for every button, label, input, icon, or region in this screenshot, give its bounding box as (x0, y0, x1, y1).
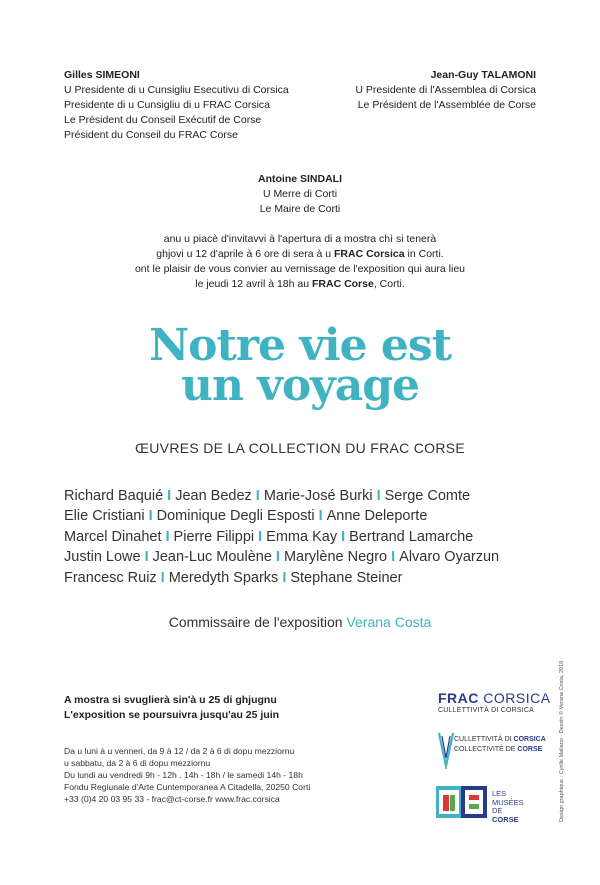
artist-separator: I (318, 508, 323, 525)
musees-line: LES (492, 789, 507, 798)
musees-emblem-icon (436, 786, 488, 818)
artist-name: Emma Kay (266, 528, 338, 545)
artist-name: Marie-José Burki (263, 488, 373, 504)
invite-fr-venue: FRAC Corse (311, 278, 374, 290)
artist-row (64, 547, 544, 567)
artist-name: Pierre Filippi (173, 528, 255, 545)
artist-list (64, 486, 544, 588)
artist-separator: I (391, 549, 396, 566)
artist-separator: I (255, 488, 260, 504)
host-left-line: U Presidente di u Cunsigliu Esecutivu di Corsica (64, 84, 289, 96)
frac-corsica-logo (438, 690, 551, 714)
invite-co-text-end: in Corti. (404, 248, 444, 260)
cdc-line1-bold: CORSICA (513, 736, 546, 743)
curator-name: Verana Costa (346, 614, 432, 630)
artist-row (64, 568, 544, 588)
artist-name: Meredyth Sparks (168, 569, 279, 586)
artist-name: Anne Deleporte (326, 508, 428, 525)
host-left (64, 68, 324, 143)
exhibition-title (0, 320, 600, 411)
cdc-line1-text: CULLETTIVITÀ DI (454, 736, 514, 743)
artist-name: Jean Bedez (175, 488, 252, 504)
artist-name: Jean-Luc Moulène (152, 549, 272, 566)
invite-co-venue: FRAC Corsica (334, 248, 405, 260)
dates-fr: L'exposition se poursuivra jusqu'au 25 juin (64, 709, 280, 721)
info-line: Du lundi au vendredi 9h - 12h . 14h - 18h / le samedi 14h - 18h (64, 770, 303, 780)
host-right-line: Le Président de l'Assemblée de Corse (357, 99, 536, 111)
artist-name: Stephane Steiner (290, 569, 403, 586)
artist-row (64, 527, 544, 547)
design-credit: Design graphique : Cyrille Maliano - Dessin © Verana Costa, 2018 (559, 660, 565, 822)
info-line: Fondu Regiunale d'Arte Cuntemporanea A Citadella, 20250 Corti (64, 782, 311, 792)
host-left-line: Président du Conseil du FRAC Corse (64, 129, 238, 141)
invite-fr-line1: ont le plaisir de vous convier au vernissage de l'exposition qui aura lieu (134, 263, 466, 275)
curator-label: Commissaire de l'exposition (168, 614, 347, 630)
artist-separator: I (258, 528, 263, 545)
artist-name: Elie Cristiani (64, 508, 145, 525)
artist-separator: I (167, 488, 172, 504)
artist-separator: I (160, 569, 165, 586)
mayor-line: Le Maire de Corti (259, 203, 341, 215)
frac-logo-name (438, 690, 551, 706)
artist-name: Alvaro Oyarzun (399, 549, 500, 566)
artist-row (64, 486, 544, 506)
frac-logo-bold: FRAC (438, 690, 479, 706)
artist-name: Dominique Degli Esposti (156, 508, 315, 525)
host-right-name: Jean-Guy TALAMONI (430, 69, 536, 81)
invite-co-text: ghjovi u 12 d'aprile à 6 ore di sera à u (156, 248, 334, 260)
artist-name: Justin Lowe (64, 549, 141, 566)
invite-co-line1: anu u piacè d'invitavvi à l'apertura di a mostra chì si tenerà (163, 233, 437, 245)
artist-row (64, 506, 544, 526)
info-line: u sabbatu, da 2 à 6 di dopu mezziornu (64, 758, 211, 768)
info-line: Da u luni à u venneri, da 9 à 12 / da 2 à 6 di dopu mezziornu (64, 746, 295, 756)
frac-logo-sub: CULLETTIVITÀ DI CORSICA (438, 707, 535, 714)
invite-fr-text-end: , Corti. (373, 278, 405, 290)
invite-fr-line2 (0, 277, 600, 292)
artist-name: Marylène Negro (283, 549, 388, 566)
invitation-text (0, 232, 600, 292)
mayor-line: U Merre di Corti (262, 188, 338, 200)
musees-line: CORSE (492, 814, 519, 824)
cdc-logo-text (454, 735, 546, 755)
artist-name: Marcel Dinahet (64, 528, 162, 545)
cdc-line2 (454, 745, 546, 755)
mayor-name: Antoine SINDALI (258, 173, 342, 185)
musees-line: MUSÉES (492, 797, 524, 807)
host-left-line: Presidente di u Cunsigliu di u FRAC Corsica (64, 99, 271, 111)
artist-separator: I (282, 569, 287, 586)
artist-name: Serge Comte (384, 488, 471, 504)
exhibition-subtitle: ŒUVRES DE LA COLLECTION DU FRAC CORSE (134, 440, 466, 456)
artist-separator: I (148, 508, 153, 525)
invite-fr-text: le jeudi 12 avril à 18h au (195, 278, 312, 290)
title-line2: un voyage (180, 360, 420, 411)
artist-name: Richard Baquié (64, 488, 164, 504)
invite-co-line2 (0, 247, 600, 262)
title-line1: Notre vie est (148, 320, 452, 371)
musees-de-corse-logo (436, 786, 524, 824)
musees-logo-text (492, 790, 524, 824)
practical-info (64, 745, 310, 805)
cdc-line2-text: COLLECTIVITÉ DE (454, 746, 518, 753)
artist-name: Francesc Ruiz (64, 569, 157, 586)
curator-line (0, 614, 600, 630)
dates-co: A mostra si svuglierà sin'à u 25 di ghjugnu (64, 694, 277, 706)
frac-logo-rest: CORSICA (483, 690, 551, 706)
host-right (296, 68, 536, 113)
artist-separator: I (144, 549, 149, 566)
artist-separator: I (165, 528, 170, 545)
artist-separator: I (376, 488, 381, 504)
cdc-emblem-icon (436, 730, 456, 770)
host-left-name: Gilles SIMEONI (64, 69, 140, 81)
cdc-line1 (454, 735, 546, 745)
host-right-line: U Presidente di l'Assemblea di Corsica (355, 84, 536, 96)
exhibition-dates (64, 693, 279, 723)
cdc-line2-bold: CORSE (517, 746, 543, 753)
info-line: +33 (0)4 20 03 95 33 - frac@ct-corse.fr www.frac.corsica (64, 794, 280, 804)
collectivite-de-corse-logo (436, 730, 546, 770)
musees-line: DE (492, 806, 503, 815)
host-left-line: Le Président du Conseil Exécutif de Corse (64, 114, 262, 126)
mayor-block (0, 172, 600, 217)
artist-separator: I (275, 549, 280, 566)
artist-separator: I (341, 528, 346, 545)
artist-name: Bertrand Lamarche (349, 528, 474, 545)
